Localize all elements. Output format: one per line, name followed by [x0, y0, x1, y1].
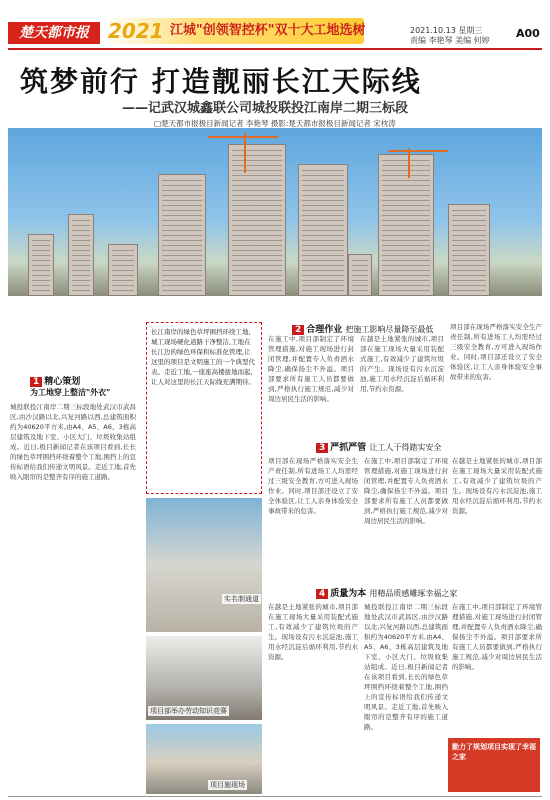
promo-poster	[448, 738, 540, 792]
section-4-heading	[316, 586, 457, 599]
construction-site-photo	[8, 128, 542, 296]
article-column-1: 城投联投江南岸二期三标段地处武汉市武昌区,由沙汉路以北,兴复河路以西,总建筑面积约为40620平方米,由A4、A5、A6、3栋高层建筑及地下室、小区大门、垃圾收集站组成。近日,极目新闻记者在该项目看到,长长的绿色草坪围挡环绕着整个工地,围挡上的宣传标语给我们传递文明风景。走近工地,首先映入眼帘的是整齐有序的施工道路。	[10, 403, 136, 481]
header-divider	[8, 48, 542, 50]
section-title: 严抓严管	[330, 443, 367, 453]
section-title: 合理作业	[306, 325, 343, 335]
issue-meta	[410, 26, 510, 46]
article-subheadline: ——记武汉城鑫联公司城投联投江南岸二期三标段	[122, 101, 409, 116]
section-3-heading	[316, 440, 441, 453]
article-byline: □楚天都市报极目新闻记者 李艳琴 摄影:楚天都市报极目新闻记者 宋枕涛	[154, 119, 396, 128]
site-photo	[146, 724, 262, 794]
realname-channel-photo	[146, 498, 262, 632]
section-badge: 3	[316, 443, 328, 453]
article-column-4: 项目部在现场严格落实安全生产责任制,所有进场工人均需经过三级安全教育,方可进入现场作业。同时,项目部还设立了安全体验区,让工人亲身体验安全事故带来的危害。	[450, 323, 542, 381]
article-column-9: 城投联投江南岸二期三标段地处武汉市武昌区,由沙汉路以北,兴复河路以西,总建筑面积约为40620平方米,由A4、A5、A6、3栋高层建筑及地下室、小区大门、垃圾收集站组成。近日,极目新闻记者在该项目看到,长长的绿色草坪围挡环绕着整个工地,围挡上的宣传标语给我们传递文明风景。走近工地,首先映入眼帘的是整齐有序的施工道路。	[364, 603, 448, 731]
photo-caption-3: 项目施现场	[210, 781, 245, 789]
newspaper-logo: 楚天都市报	[8, 22, 100, 44]
section-subtitle: 让工人干得踏实安全	[369, 443, 442, 452]
issue-editors: 责编 李艳琴 美编 何婷	[410, 36, 490, 45]
section-badge: 2	[292, 325, 304, 335]
article-column-5: 项目部在现场严格落实安全生产责任制,所有进场工人均需经过三级安全教育,方可进入现场作业。同时,项目部还设立了安全体验区,让工人亲身体验安全事故带来的危害。	[268, 457, 358, 515]
pull-quote: 长江南岸的绿色草坪围挡环绕工地,城工现场硬化道路干净整洁,工地在长江边的绿色环保和标准化管理,让这里的项目是文明施工的一个典型代表。走近工地,一座座高楼拔地而起,让人对这里的长江天际线充满期待。	[146, 322, 262, 494]
footer-divider	[8, 796, 542, 797]
section-1-subtitle: 为工地穿上整洁"外衣"	[30, 388, 111, 397]
section-subtitle: 把施工影响尽量降至最低	[345, 325, 434, 334]
article-column-8: 在越是土地紧张的城市,项目部在施工现场大量采用装配式施工,有效减少了建筑垃圾的产生。现场设有污水沉淀池,施工用水经沉淀后循环利用,节约水资源。	[268, 603, 358, 661]
article-column-2: 在施工中,项目部制定了环境管理措施,对施工现场进行封闭管理,并配置专人负责洒水降尘,确保扬尘不外溢。项目部要求所有施工人员都要做到,严格执行施工规范,减少对周边居民生活的影响。	[268, 335, 354, 403]
page-number: A00	[516, 27, 540, 40]
banner-title: 江城"创领智控杯"双十大工地选树	[170, 23, 366, 38]
article-column-7: 在越是土地紧张的城市,项目部在施工现场大量采用装配式施工,有效减少了建筑垃圾的产生。现场设有污水沉淀池,施工用水经沉淀后循环利用,节约水资源。	[452, 457, 542, 515]
section-badge: 4	[316, 589, 328, 599]
article-column-10: 在施工中,项目部制定了环境管理措施,对施工现场进行封闭管理,并配置专人负责洒水降尘,确保扬尘不外溢。项目部要求所有施工人员都要做到,严格执行施工规范,减少对周边居民生活的影响。	[452, 603, 542, 671]
poster-title: 勤力了规划项目实现了幸福之家	[452, 743, 536, 761]
article-column-3: 在越是土地紧张的城市,项目部在施工现场大量采用装配式施工,有效减少了建筑垃圾的产生。现场设有污水沉淀池,施工用水经沉淀后循环利用,节约水资源。	[360, 335, 444, 393]
banner-year: 2021	[108, 19, 164, 43]
section-1-heading	[30, 374, 80, 387]
issue-date: 2021.10.13 星期三	[410, 26, 483, 35]
article-column-6: 在施工中,项目部制定了环境管理措施,对施工现场进行封闭管理,并配置专人负责洒水降尘,确保扬尘不外溢。项目部要求所有施工人员都要做到,严格执行施工规范,减少对周边居民生活的影响。	[364, 457, 448, 525]
photo-caption-1: 实名制通道	[224, 595, 259, 603]
section-title: 质量为本	[330, 589, 367, 599]
photo-caption-2: 项目部举办劳动知识竞赛	[150, 707, 227, 715]
article-headline: 筑梦前行 打造靓丽长江天际线	[20, 65, 422, 98]
section-badge: 1	[30, 377, 42, 387]
section-title: 精心策划	[44, 377, 81, 387]
knowledge-contest-photo	[146, 636, 262, 720]
section-subtitle: 用精品质感雕琢幸福之家	[369, 589, 458, 598]
